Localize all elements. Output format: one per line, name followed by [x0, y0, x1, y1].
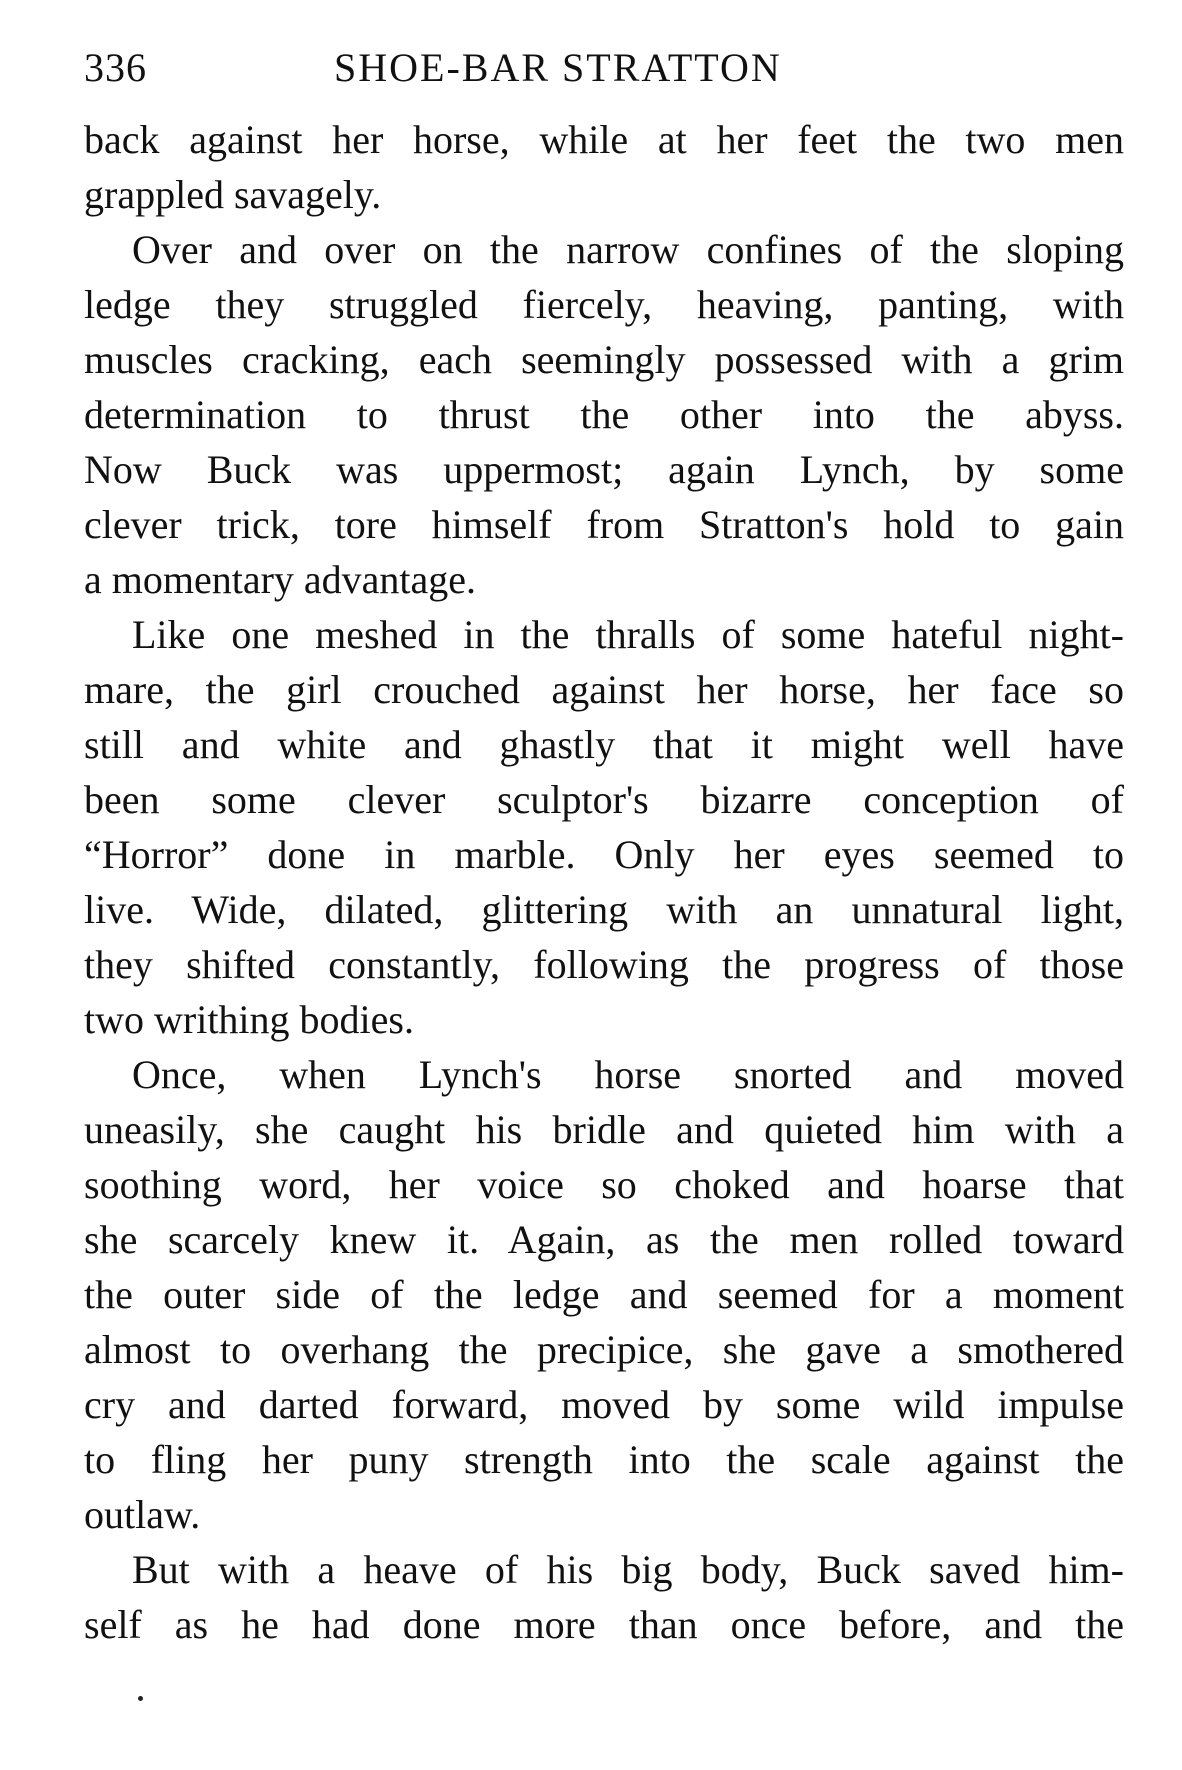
- text-line: to fling her puny strength into the scale against the: [84, 1437, 1124, 1482]
- text-line: Once, when Lynch's horse snorted and moved: [132, 1052, 1124, 1097]
- page-number: 336: [84, 45, 147, 90]
- text-line: live. Wide, dilated, glittering with an unnatural light,: [84, 887, 1124, 932]
- body-text: [84, 112, 1124, 1652]
- text-line: she scarcely knew it. Again, as the men rolled toward: [84, 1217, 1124, 1262]
- text-line: still and white and ghastly that it might well have: [84, 722, 1124, 767]
- text-line: muscles cracking, each seemingly possessed with a grim: [84, 337, 1124, 382]
- text-line: almost to overhang the precipice, she gave a smothered: [84, 1327, 1124, 1372]
- text-line: Now Buck was uppermost; again Lynch, by some: [84, 447, 1124, 492]
- text-line: two writhing bodies.: [84, 997, 414, 1042]
- text-line: the outer side of the ledge and seemed for a moment: [84, 1272, 1124, 1317]
- text-line: cry and darted forward, moved by some wild impulse: [84, 1382, 1124, 1427]
- text-line: But with a heave of his big body, Buck saved him-: [132, 1547, 1124, 1592]
- text-line: “Horror” done in marble. Only her eyes seemed to: [84, 832, 1124, 877]
- text-line: soothing word, her voice so choked and hoarse that: [84, 1162, 1124, 1207]
- text-line: clever trick, tore himself from Stratton's hold to gain: [84, 502, 1124, 547]
- running-title: SHOE-BAR STRATTON: [334, 45, 782, 90]
- text-line: determination to thrust the other into the abyss.: [84, 392, 1124, 437]
- text-line: Like one meshed in the thralls of some hateful night-: [132, 612, 1124, 657]
- text-line: Over and over on the narrow confines of the sloping: [132, 227, 1124, 272]
- text-line: back against her horse, while at her feet the two men: [84, 117, 1124, 162]
- text-line: a momentary advantage.: [84, 557, 477, 602]
- text-line: been some clever sculptor's bizarre conception of: [84, 777, 1124, 822]
- text-line: mare, the girl crouched against her horse, her face so: [84, 667, 1124, 712]
- text-line: self as he had done more than once before, and the: [84, 1602, 1124, 1647]
- ink-speck: [138, 1696, 143, 1701]
- text-line: ledge they struggled fiercely, heaving, panting, with: [84, 282, 1124, 327]
- text-line: outlaw.: [84, 1492, 201, 1537]
- page-header: [84, 36, 1124, 96]
- text-line: grappled savagely.: [84, 172, 382, 217]
- text-line: uneasily, she caught his bridle and quieted him with a: [84, 1107, 1124, 1152]
- text-line: they shifted constantly, following the progress of those: [84, 942, 1124, 987]
